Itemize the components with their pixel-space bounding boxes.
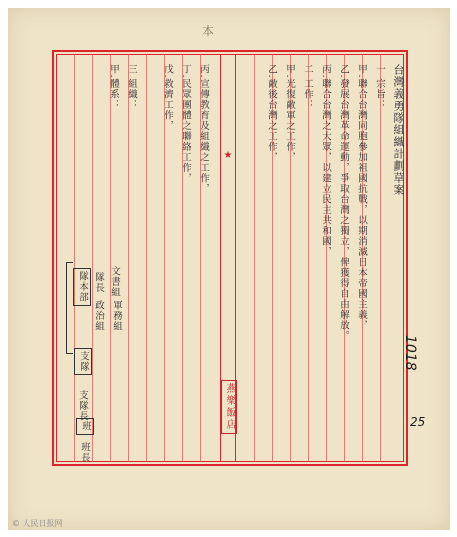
text-column-6: 甲.光復敵軍之工作， (284, 64, 295, 163)
text-column-2: 甲.聯合台灣同胞參加祖國抗戰，以期消滅日本帝國主義， (356, 64, 367, 331)
text-column-1: 一 宗旨： (374, 64, 385, 111)
org-sub-box: 支隊 (74, 348, 92, 375)
org-squad-leader: 班長 (79, 442, 90, 463)
corner-mark: 本 (202, 24, 215, 38)
text-column-3: 乙.發展台灣革命運動，爭取台灣之獨立，俾獲得自由解放。 (338, 64, 349, 342)
text-column-7: 乙.敵後台灣之工作， (266, 64, 277, 163)
text-column-5: 二 工作： (302, 64, 313, 111)
org-sub-leader: 支隊長 (77, 390, 88, 422)
band-hotel-name: 燕樂飯店 (221, 380, 237, 434)
text-column-12: 甲.體系： (108, 64, 119, 111)
page-number: 25 (410, 415, 426, 429)
text-column-11: 三 組織： (126, 64, 137, 111)
org-squad-box: 班 (76, 418, 94, 435)
org-branch-military: 軍務組 (111, 300, 122, 332)
org-branch-politics: 政治組 (93, 300, 104, 332)
org-hq-box: 隊本部 (73, 268, 91, 306)
text-column-9: 丁.民眾團體之聯絡工作， (180, 64, 191, 184)
watermark: © 人民日报网 (12, 519, 63, 528)
text-column-10: 戊.救濟工作， (162, 64, 173, 132)
band-mark: ★ (223, 150, 233, 161)
org-secretary: 文書組 (109, 266, 120, 298)
archive-number: 1018 (402, 335, 418, 371)
org-bracket (66, 262, 73, 354)
document-title: 台灣義勇隊組織計劃草案 (392, 64, 405, 196)
text-column-4: 丙.聯合台灣之大眾，以建立民主共和國， (320, 64, 331, 258)
text-column-8: 丙.宣傳教育及組織之工作， (198, 64, 209, 195)
org-leader: 隊長 (93, 272, 104, 293)
